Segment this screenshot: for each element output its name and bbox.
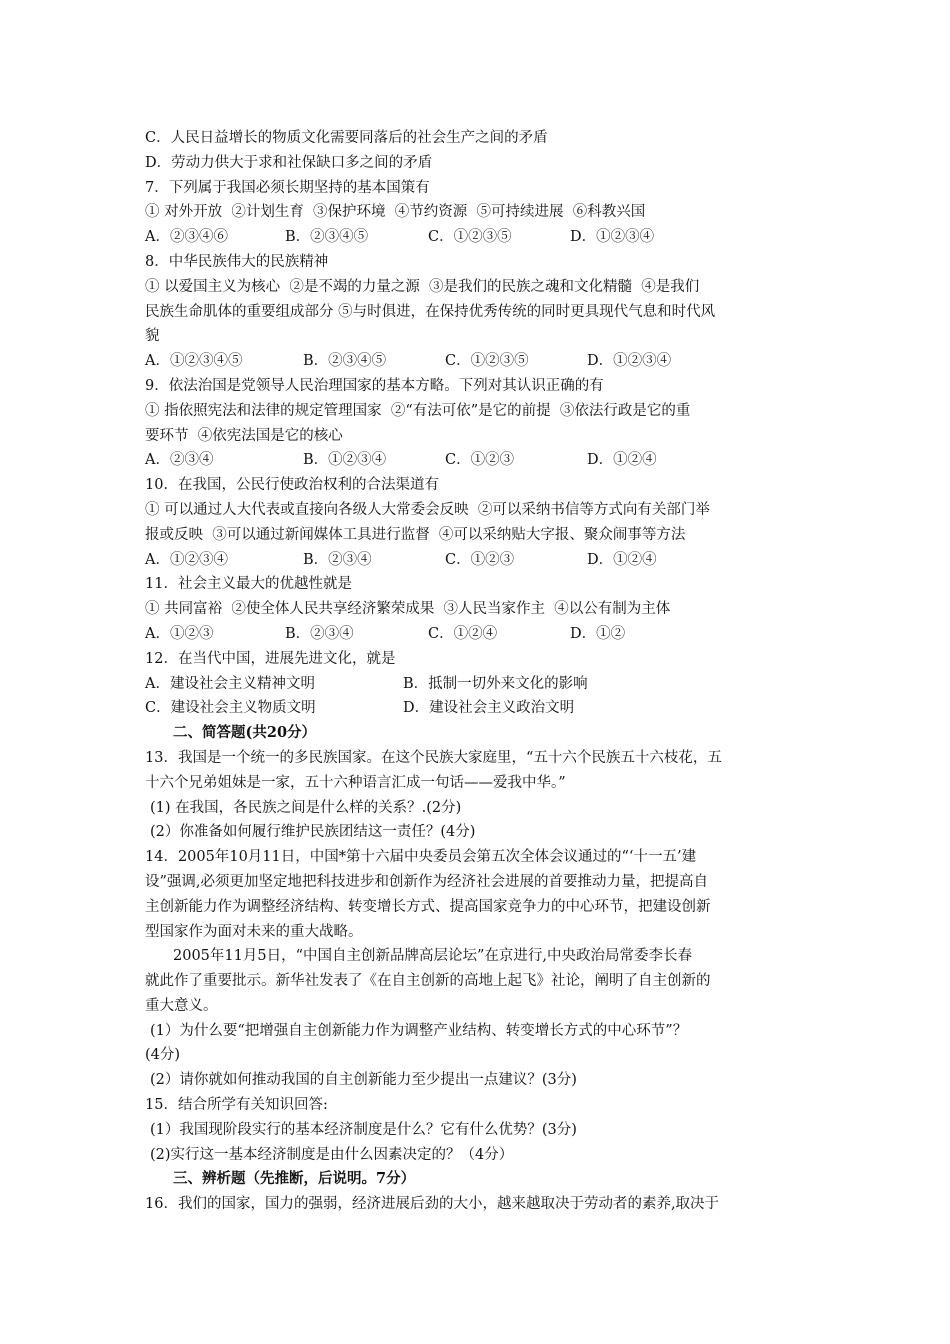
- q11-option-b: B．②③④: [285, 625, 354, 642]
- q8-option-c: C．①②③⑤: [445, 353, 529, 370]
- q11-items: ① 共同富裕 ②使全体人民共享经济繁荣成果 ③人民当家作主 ④以公有制为主体: [145, 601, 671, 618]
- q10-option-b: B．②③④: [303, 551, 372, 568]
- q8-option-a: A．①②③④⑤: [145, 353, 243, 370]
- q10-option-a: A．①②③④: [145, 551, 228, 568]
- q10-stem: 10．在我国，公民行使政治权利的合法渠道有: [145, 477, 439, 494]
- q14-stem-3: 主创新能力作为调整经济结构、转变增长方式、提高国家竞争力的中心环节，把建设创新: [145, 898, 711, 915]
- q7-option-b: B．②③④⑤: [285, 229, 369, 246]
- q11-stem: 11．社会主义最大的优越性就是: [145, 576, 352, 593]
- q8-items-1: ① 以爱国主义为核心 ②是不竭的力量之源 ③是我们的民族之魂和文化精髓 ④是我们: [145, 278, 700, 295]
- q9-option-b: B．①②③④: [303, 452, 387, 469]
- q13-sub-2: (2）你准备如何履行维护民族团结这一责任？(4分): [150, 824, 476, 841]
- q10-option-c: C．①②③: [445, 551, 515, 568]
- q13-sub-1: (1) 在我国，各民族之间是什么样的关系？.(2分): [150, 799, 462, 816]
- q9-option-d: D．①②④: [587, 452, 657, 469]
- q7-option-a: A．②③④⑥: [145, 229, 228, 246]
- q8-option-b: B．②③④⑤: [303, 353, 387, 370]
- q12-options-row1: [145, 672, 810, 697]
- q13-stem-1: 13．我国是一个统一的多民族国家。在这个民族大家庭里，“五十六个民族五十六枝花，五: [145, 749, 722, 766]
- q14-stem-4: 型国家作为面对未来的重大战略。: [145, 923, 363, 940]
- q7-stem: 7．下列属于我国必须长期坚持的基本国策有: [145, 179, 430, 196]
- q12-options-row2: [145, 696, 810, 721]
- q15-stem: 15．结合所学有关知识回答:: [145, 1097, 328, 1114]
- q11-option-c: C．①②④: [428, 625, 498, 642]
- q14-sub-2: (2）请你就如何推动我国的自主创新能力至少提出一点建议？(3分): [150, 1072, 577, 1089]
- section-heading-analysis: 三、辨析题（先推断，后说明。7分）: [173, 1170, 416, 1188]
- q11-options: [145, 622, 810, 647]
- q14-para2-3: 重大意义。: [145, 997, 218, 1014]
- section-heading-short-answer: 二、简答题(共20分）: [173, 724, 317, 742]
- q7-items: ① 对外开放 ②计划生育 ③保护环境 ④节约资源 ⑤可持续进展 ⑥科教兴国: [145, 204, 646, 221]
- q11-option-d: D．①②: [570, 625, 626, 642]
- q9-items-2: 要环节 ④依宪法国是它的核心: [145, 427, 343, 444]
- q14-stem-1: 14．2005年10月11日，中国*第十六届中央委员会第五次全体会议通过的“‘十一五’建: [145, 849, 697, 866]
- q10-items-2: 报或反映 ③可以通过新闻媒体工具进行监督 ④可以采纳贴大字报、聚众闹事等方法: [145, 526, 686, 543]
- q14-para2-1: 2005年11月5日，“中国自主创新品牌高层论坛”在京进行,中央政治局常委李长春: [173, 948, 693, 965]
- q12-option-d: D．建设社会主义政治文明: [403, 700, 575, 717]
- q6-option-d: D．劳动力供大于求和社保缺口多之间的矛盾: [145, 154, 433, 171]
- q7-option-d: D．①②③④: [570, 229, 655, 246]
- q16-stem: 16．我们的国家，国力的强弱，经济进展后劲的大小，越来越取决于劳动者的素养,取决于: [145, 1196, 720, 1213]
- q10-option-d: D．①②④: [587, 551, 657, 568]
- q12-option-a: A．建设社会主义精神文明: [145, 675, 315, 692]
- q14-sub-1: (1）为什么要“把增强自主创新能力作为调整产业结构、转变增长方式的中心环节”？: [150, 1022, 688, 1039]
- q8-options: [145, 349, 810, 374]
- q8-option-d: D．①②③④: [587, 353, 672, 370]
- q9-option-a: A．②③④: [145, 452, 214, 469]
- q12-stem: 12．在当代中国，进展先进文化，就是: [145, 650, 396, 667]
- q8-stem: 8．中华民族伟大的民族精神: [145, 253, 329, 270]
- q12-option-b: B．抵制一切外来文化的影响: [403, 675, 588, 692]
- q7-option-c: C．①②③⑤: [428, 229, 512, 246]
- q14-para2-2: 就此作了重要批示。新华社发表了《在自主创新的高地上起飞》社论，阐明了自主创新的: [145, 973, 711, 990]
- q11-option-a: A．①②③: [145, 625, 214, 642]
- q14-sub-1-points: (4分): [145, 1047, 181, 1064]
- q9-option-c: C．①②③: [445, 452, 515, 469]
- q9-options: [145, 448, 810, 473]
- q8-items-3: 貌: [145, 328, 160, 345]
- q14-stem-2: 设”强调,必须更加坚定地把科技进步和创新作为经济社会进展的首要推动力量，把提高自: [145, 873, 709, 890]
- q10-options: [145, 548, 810, 573]
- q12-option-c: C．建设社会主义物质文明: [145, 700, 316, 717]
- q15-sub-2: (2)实行这一基本经济制度是由什么因素决定的？（4分）: [150, 1146, 514, 1163]
- q10-items-1: ① 可以通过人大代表或直接向各级人大常委会反映 ②可以采纳书信等方式向有关部门举: [145, 501, 710, 518]
- q9-items-1: ① 指依照宪法和法律的规定管理国家 ②“有法可依”是它的前提 ③依法行政是它的重: [145, 402, 691, 419]
- exam-page: [145, 126, 810, 1217]
- q15-sub-1: (1）我国现阶段实行的基本经济制度是什么？它有什么优势？(3分): [150, 1121, 577, 1138]
- q6-option-c: C．人民日益增长的物质文化需要同落后的社会生产之间的矛盾: [145, 130, 548, 146]
- q9-stem: 9．依法治国是党领导人民治理国家的基本方略。下列对其认识正确的有: [145, 377, 604, 394]
- q13-stem-2: 十六个兄弟姐妹是一家，五十六种语言汇成一句话——爱我中华。”: [145, 774, 566, 791]
- q7-options: [145, 225, 810, 250]
- q8-items-2: 民族生命肌体的重要组成部分 ⑤与时俱进，在保持优秀传统的同时更具现代气息和时代风: [145, 303, 716, 320]
